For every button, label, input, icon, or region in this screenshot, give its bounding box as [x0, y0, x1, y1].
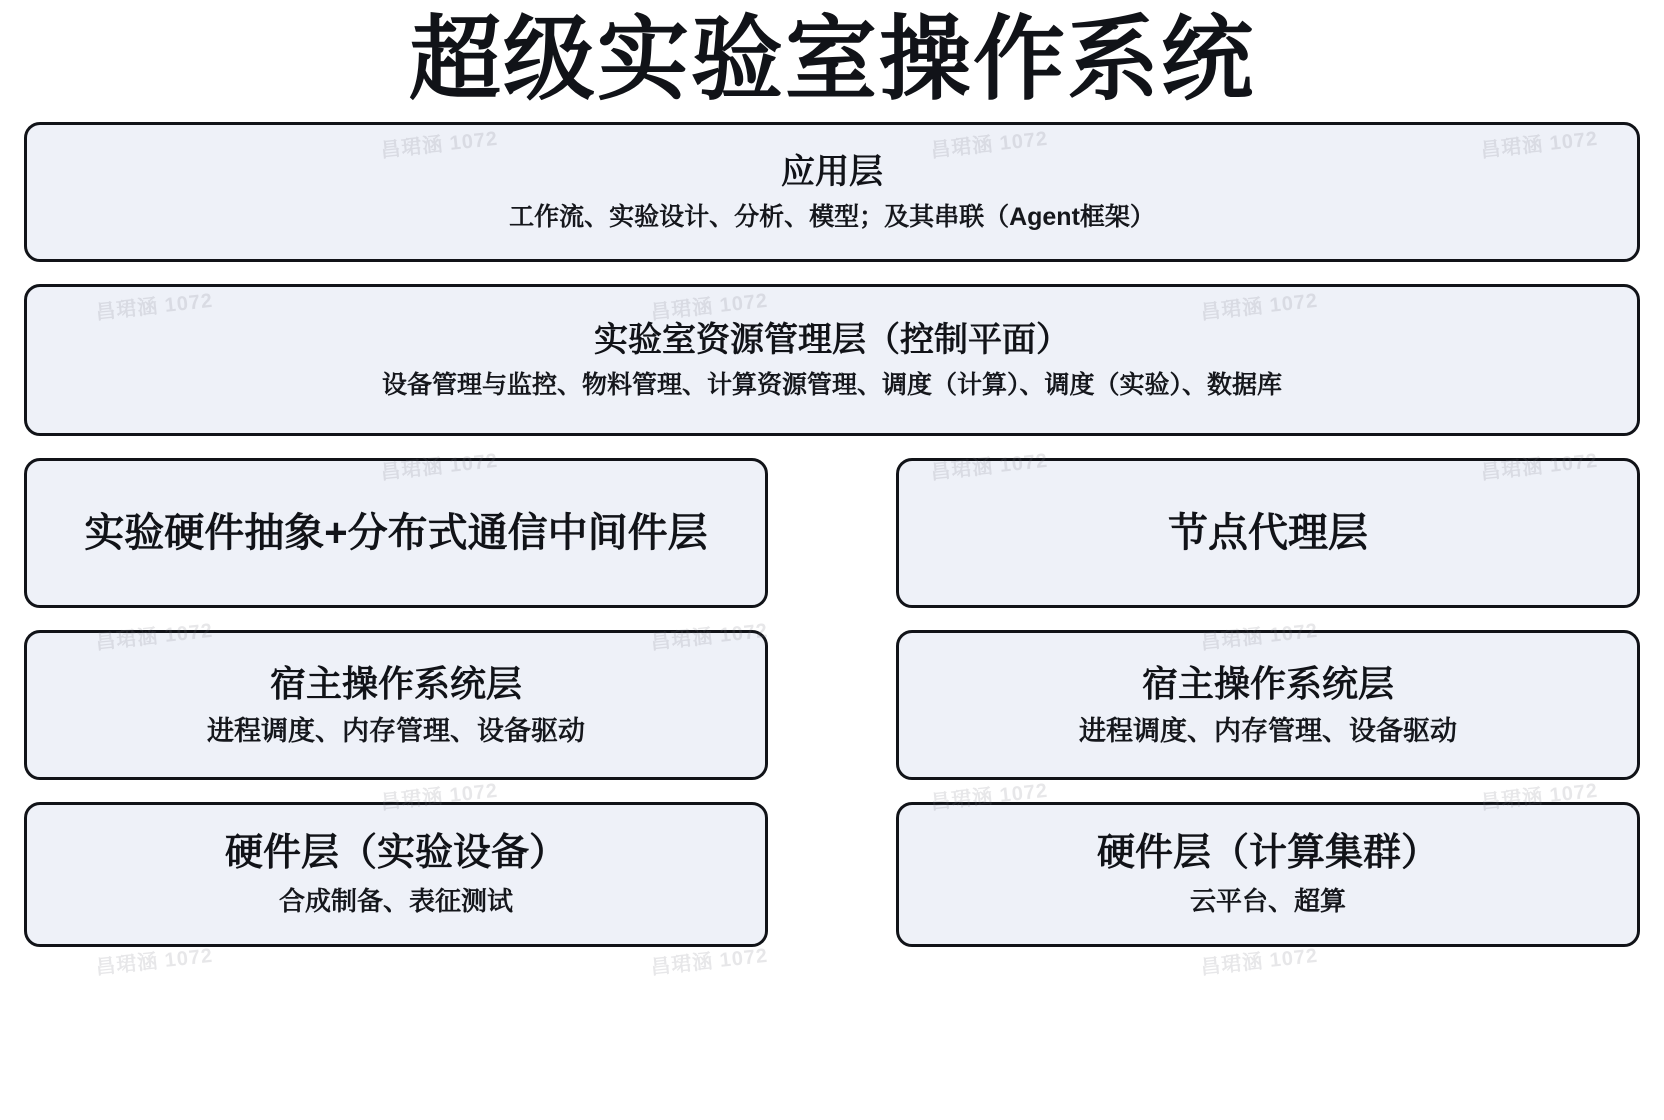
watermark: 昌珺涵 1072	[379, 779, 500, 815]
layer-node-agent-title: 节点代理层	[1168, 511, 1368, 555]
layer-host-os-right-detail: 进程调度、内存管理、设备驱动	[1079, 715, 1457, 746]
layer-hardware-abstraction-middleware-title: 实验硬件抽象+分布式通信中间件层	[84, 511, 708, 555]
layer-hardware-compute-cluster-detail: 云平台、超算	[1189, 886, 1346, 917]
layer-host-os-right	[896, 630, 1640, 780]
row-hardware	[24, 802, 1640, 947]
row-host-os	[24, 630, 1640, 780]
layer-node-agent	[896, 458, 1640, 608]
layer-application	[24, 122, 1640, 262]
row-middleware	[24, 458, 1640, 608]
watermark: 昌珺涵 1072	[649, 944, 770, 980]
layer-hardware-abstraction-middleware	[24, 458, 768, 608]
layer-hardware-lab-equipment	[24, 802, 768, 947]
watermark: 昌珺涵 1072	[929, 779, 1050, 815]
watermark: 昌珺涵 1072	[94, 944, 215, 980]
layer-host-os-left-detail: 进程调度、内存管理、设备驱动	[207, 715, 585, 746]
layer-host-os-left	[24, 630, 768, 780]
layer-resource-management	[24, 284, 1640, 436]
layer-host-os-left-title: 宿主操作系统层	[269, 662, 522, 704]
watermark: 昌珺涵 1072	[1199, 944, 1320, 980]
layer-hardware-compute-cluster	[896, 802, 1640, 947]
layer-host-os-right-title: 宿主操作系统层	[1141, 662, 1394, 704]
page-title: 超级实验室操作系统	[408, 9, 1255, 111]
layer-resource-management-title: 实验室资源管理层（控制平面）	[594, 320, 1070, 359]
watermark: 昌珺涵 1072	[1479, 779, 1600, 815]
layer-application-title: 应用层	[781, 152, 883, 191]
layer-resource-management-detail: 设备管理与监控、物料管理、计算资源管理、调度（计算）、调度（实验）、数据库	[381, 371, 1282, 399]
layer-hardware-lab-equipment-detail: 合成制备、表征测试	[278, 886, 513, 917]
layer-application-detail: 工作流、实验设计、分析、模型；及其串联（Agent框架）	[509, 203, 1155, 231]
layer-hardware-lab-equipment-title: 硬件层（实验设备）	[224, 831, 567, 874]
layer-hardware-compute-cluster-title: 硬件层（计算集群）	[1096, 831, 1439, 874]
